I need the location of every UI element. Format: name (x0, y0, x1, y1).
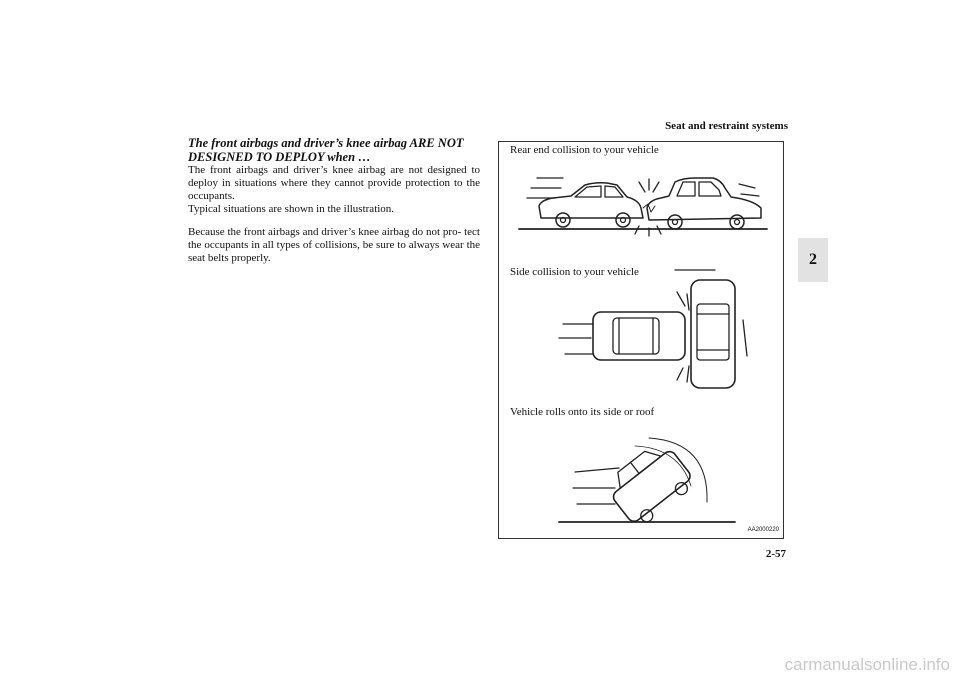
header-title: Seat and restraint systems (665, 120, 788, 132)
caption-rollover: Vehicle rolls onto its side or roof (510, 406, 655, 418)
paragraph-3-line-1: Because the front airbags and driver’s knee airbag do not pro- (188, 226, 462, 238)
rear-collision-drawing (519, 178, 767, 236)
chapter-number: 2 (809, 251, 817, 268)
paragraph-3 (188, 226, 480, 265)
text-column (188, 136, 480, 265)
heading-line-2: DESIGNED TO DEPLOY when … (188, 150, 371, 164)
paragraph-2: Typical situations are shown in the illustration. (188, 203, 395, 215)
paragraph-1-line-3: the occupants. (188, 177, 480, 202)
impact-burst (677, 292, 689, 382)
section-heading (188, 136, 480, 164)
collision-illustration (498, 141, 784, 539)
caption-side-collision: Side collision to your vehicle (510, 266, 639, 278)
impact-burst (635, 179, 661, 236)
striking-car (593, 312, 685, 360)
struck-car (691, 280, 735, 388)
page-number: 2-57 (765, 548, 786, 560)
paragraph-3-line-2: tect the occupants in all types of collisions, be sure to always (188, 226, 480, 251)
heading-line-1: The front airbags and driver’s knee airbag ARE NOT (188, 136, 464, 150)
paragraph-1 (188, 164, 480, 203)
paragraph-1-line-1: The front airbags and driver’s knee airbag are not designed to (188, 164, 480, 176)
motion-lines (573, 468, 619, 504)
rollover-drawing (559, 438, 735, 530)
rear-car-left (539, 183, 643, 227)
chapter-tab[interactable] (798, 238, 828, 282)
watermark: carmanualsonline.info (784, 655, 950, 674)
paragraph-1-line-2: deploy in situations where they cannot provide protection to (188, 177, 463, 189)
side-collision-drawing (559, 270, 747, 388)
paragraph-3-line-3: wear the seat belts properly. (188, 239, 481, 264)
rolling-car (602, 438, 698, 530)
caption-rear-collision: Rear end collision to your vehicle (510, 144, 659, 156)
figure-code: AA2000220 (747, 527, 779, 533)
